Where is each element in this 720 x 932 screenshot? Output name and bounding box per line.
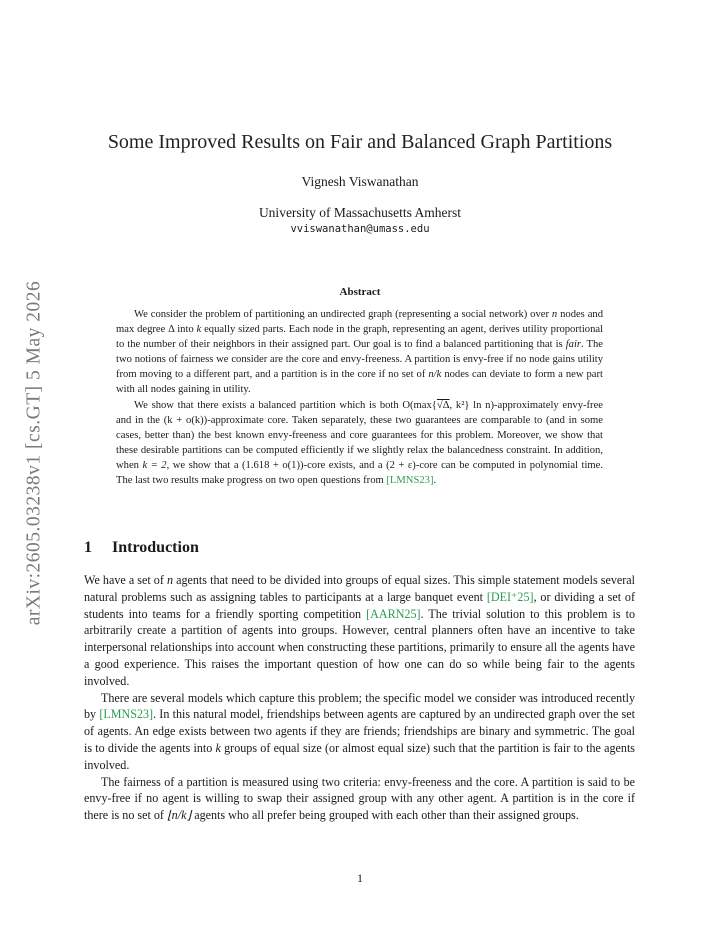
section-title: Introduction	[112, 539, 199, 556]
paper-title: Some Improved Results on Fair and Balanced Graph Partitions	[107, 131, 613, 153]
math-envy-bound: O(max{√Δ, k²} ln n)	[402, 399, 494, 411]
math-n: n	[551, 309, 558, 320]
introduction-body	[84, 572, 635, 824]
math-core-bound: (k + o(k))	[163, 414, 208, 426]
math-core-1618: (1.618 + o(1))	[242, 459, 304, 471]
author-name: Vignesh Viswanathan	[301, 174, 419, 189]
section-heading	[84, 539, 199, 557]
arxiv-identifier: arXiv:2605.03238v1 [cs.GT] 5 May 2026	[23, 280, 45, 625]
abstract-paragraph-1: We consider the problem of partitioning an undirected graph (representing a social network) over n nodes and max degree Δ into k equally sized parts. Each node in the graph, representing an agent, derives utility proportional to the number of their neighbors in their assigned part. Our goal is to find a balanced partitioning that is fair. The two notions of fairness we consider are the core and envy-freeness. A partition is envy-free if no node gains utility from moving to a different part, and a partition is in the core if no set of n/k nodes can deviate to form a new part with all nodes gaining in utility.	[116, 309, 604, 396]
math-n-over-k: n/k	[428, 369, 442, 381]
section-number: 1	[84, 539, 92, 556]
emphasis-fair: fair	[565, 339, 582, 351]
math-k-equals-2: k = 2	[142, 459, 167, 471]
author-email: vviswanathan@umass.edu	[290, 223, 430, 235]
abstract-heading: Abstract	[339, 286, 381, 298]
math-delta: Δ	[168, 324, 175, 336]
intro-paragraph-3: The fairness of a partition is measured using two criteria: envy-freeness and the core. A partition is said to be envy-free if no agent is willing to swap their assigned group with any other agent. A partition is in the core if there is no set of ⌊n/k⌋ agents who all prefer being grouped with each other than their assigned groups.	[84, 774, 635, 823]
abstract-body	[116, 307, 603, 488]
intro-paragraph-1: We have a set of n agents that need to be divided into groups of equal sizes. This simple statement models several natural problems such as assigning tables to participants at a large banquet event [DEI⁺25], or dividing a set of students into teams for a friendly sporting competition [AARN25]. The trivial solution to this problem is to arbitrarily create a partition of agents into groups. However, central planners often have an incentive to take interpersonal relationships into account when constructing these partitions, primarily to ensure all the agents have a good experience. This raises the important question of how one can do so while being fair to the agents involved.	[84, 573, 636, 688]
intro-paragraph-2: There are several models which capture this problem; the specific model we consider was introduced recently by [LMNS23]. In this natural model, friendships between agents are captured by an undirected graph over the set of agents. An edge exists between two agents if they are friends; friendships are binary and symmetric. The goal is to divide the agents into k groups of equal size (or almost equal size) such that the partition is fair to the agents involved.	[84, 690, 636, 772]
author-affiliation: University of Massachusetts Amherst	[258, 205, 462, 220]
citation-link-aarn25[interactable]: [AARN25]	[366, 606, 421, 621]
arxiv-identifier-margin	[20, 260, 48, 645]
math-k: k	[196, 324, 202, 336]
math-core-2eps: (2 + ε)	[386, 459, 416, 471]
citation-link-dei25[interactable]: [DEI⁺25]	[486, 589, 534, 604]
abstract-paragraph-2: We show that there exists a balanced partition which is both O(max{√Δ, k²} ln n)-approximately envy-free and in the (k + o(k))-approximate core. Taken separately, these two guarantees are comparable to (and in some cases, better than) the best known envy-freeness and core guarantees for this problem. Moreover, we show that these desirable partitions can be computed efficiently if we slightly relax the balancedness constraint. In addition, when k = 2, we show that a (1.618 + o(1))-core exists, and a (2 + ε)-core can be computed in polynomial time. The last two results make progress on two open questions from [LMNS23].	[116, 399, 603, 487]
citation-link-lmns23[interactable]: [LMNS23]	[386, 475, 434, 487]
citation-link-lmns23-intro[interactable]: [LMNS23]	[99, 707, 154, 722]
page-number: 1	[357, 871, 363, 885]
